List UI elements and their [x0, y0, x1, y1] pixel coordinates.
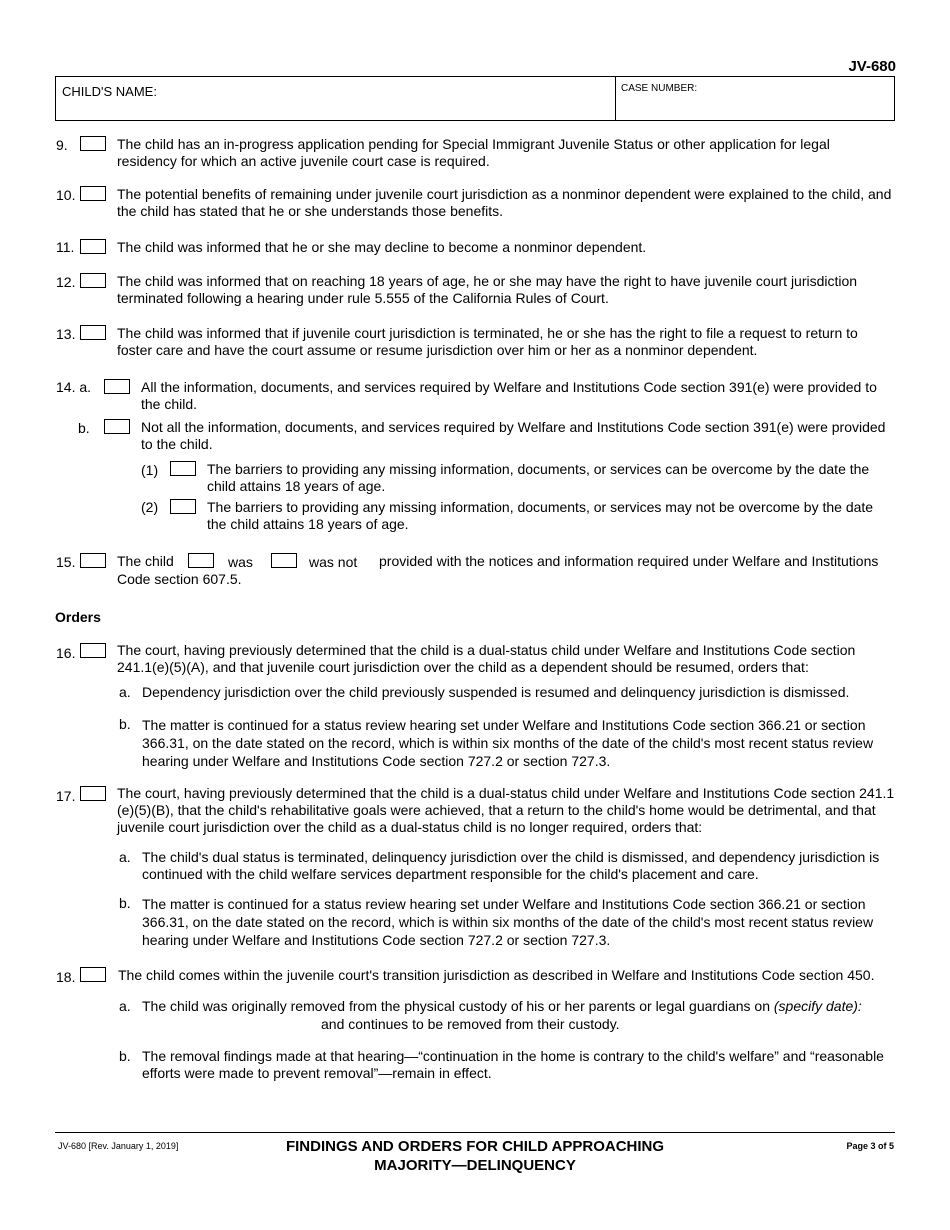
item-15-was-label: was	[228, 554, 253, 570]
item-16-checkbox[interactable]	[80, 643, 106, 658]
item-15-lead: The child	[117, 553, 174, 569]
child-name-field[interactable]: CHILD'S NAME:	[62, 84, 157, 99]
orders-heading: Orders	[55, 609, 101, 625]
item-17a-label: a.	[119, 849, 131, 865]
item-18b-label: b.	[119, 1048, 131, 1064]
item-10-checkbox[interactable]	[80, 186, 106, 201]
item-12-text: The child was informed that on reaching 18 years of age, he or she may have the right to have juvenile court jurisdiction terminated following a hearing under rule 5.555 of the California Rules of Court.	[117, 273, 858, 306]
item-17-text: The court, having previously determined that the child is a dual-status child under Welfare and Institutions Code section 241.1 (e)(5)(B), that the child's rehabilitative goals were achieved, that a return to the child's home would be detrimental, and that juvenile court jurisdiction over the child as a dual-status child is no longer required, orders that:	[117, 785, 895, 835]
item-18-checkbox[interactable]	[80, 967, 106, 982]
case-number-field[interactable]: CASE NUMBER:	[621, 83, 698, 94]
item-18a-text	[142, 998, 862, 1015]
item-14-number: 14. a.	[56, 379, 92, 395]
item-15-was-not-label: was not	[309, 554, 358, 570]
item-15-was-checkbox[interactable]	[188, 553, 214, 568]
item-17b-text: The matter is continued for a status review hearing set under Welfare and Institutions Code section 366.21 or section 366.31, on the date stated on the record, which is within six months of the date of the child's most recent status review hearing under Welfare and Institutions Code section 727.2 or section 727.3.	[142, 896, 874, 948]
item-15-rest: provided with the notices and information required under Welfare and Institutions	[379, 553, 879, 569]
item-14b-sub1-label: (1)	[141, 462, 159, 478]
item-18a-specify-date: (specify date):	[773, 998, 862, 1014]
item-12-number: 12.	[56, 274, 76, 290]
item-14b-sub2-label: (2)	[141, 499, 159, 515]
item-18a-line2: and continues to be removed from their custody.	[321, 1016, 620, 1032]
item-14a-checkbox[interactable]	[104, 379, 130, 394]
item-16-number: 16.	[56, 645, 76, 661]
form-id: JV-680	[848, 58, 896, 75]
item-14b-checkbox[interactable]	[104, 419, 130, 434]
item-14b-sub2-checkbox[interactable]	[170, 499, 196, 514]
footer-revision: JV-680 [Rev. January 1, 2019]	[58, 1141, 179, 1151]
item-16-text: The court, having previously determined that the child is a dual-status child under Welfare and Institutions Code section 241.1(e)(5)(A), and that juvenile court jurisdiction over the child as a dependent should be resumed, orders that:	[117, 642, 856, 675]
item-9-text: The child has an in-progress application pending for Special Immigrant Juvenile Status or other application for legal residency for which an active juvenile court case is required.	[117, 136, 830, 169]
item-14b-sub1-text: The barriers to providing any missing information, documents, or services can be overcome by the date the child attains 18 years of age.	[207, 461, 870, 494]
item-17-checkbox[interactable]	[80, 786, 106, 801]
header-divider	[615, 77, 616, 120]
header-box	[55, 76, 895, 121]
footer-title-line2: MAJORITY—DELINQUENCY	[374, 1157, 576, 1174]
item-15-checkbox[interactable]	[80, 553, 106, 568]
item-15-number: 15.	[56, 554, 76, 570]
item-10-number: 10.	[56, 187, 76, 203]
footer-divider	[55, 1132, 895, 1133]
item-17b-label: b.	[119, 895, 131, 911]
item-18-text: The child comes within the juvenile court's transition jurisdiction as described in Welfare and Institutions Code section 450.	[118, 967, 875, 983]
item-11-checkbox[interactable]	[80, 239, 106, 254]
footer-page-number: Page 3 of 5	[846, 1141, 894, 1151]
footer-title-line1: FINDINGS AND ORDERS FOR CHILD APPROACHING	[285, 1138, 665, 1155]
item-16b-label: b.	[119, 716, 131, 732]
item-14b-text: Not all the information, documents, and services required by Welfare and Institutions Code section 391(e) were provided to the child.	[141, 419, 886, 452]
item-15-was-not-checkbox[interactable]	[271, 553, 297, 568]
item-18-number: 18.	[56, 969, 76, 985]
item-14b-sub1-checkbox[interactable]	[170, 461, 196, 476]
item-18b-text: The removal findings made at that hearing—“continuation in the home is contrary to the child's welfare” and “reasonable efforts were made to prevent removal”—remain in effect.	[142, 1048, 884, 1081]
item-18a-text-main: The child was originally removed from the physical custody of his or her parents or legal guardians on	[142, 998, 770, 1014]
item-9-number: 9.	[56, 137, 68, 153]
item-17-number: 17.	[56, 788, 76, 804]
item-17a-text: The child's dual status is terminated, delinquency jurisdiction over the child is dismissed, and dependency jurisdiction is continued with the child welfare services department responsible for the child's placement and care.	[142, 849, 880, 882]
item-9-checkbox[interactable]	[80, 136, 106, 151]
item-18a-label: a.	[119, 998, 131, 1014]
item-16a-label: a.	[119, 684, 131, 700]
item-16b-text: The matter is continued for a status review hearing set under Welfare and Institutions Code section 366.21 or section 366.31, on the date stated on the record, which is within six months of the date of the child's most recent status review hearing under Welfare and Institutions Code section 727.2 or section 727.3.	[142, 717, 874, 769]
item-14b-sub2-text: The barriers to providing any missing information, documents, or services may not be overcome by the date the child attains 18 years of age.	[207, 499, 874, 532]
item-14a-text: All the information, documents, and services required by Welfare and Institutions Code section 391(e) were provided to the child.	[141, 379, 877, 412]
item-12-checkbox[interactable]	[80, 273, 106, 288]
footer-title	[250, 1137, 700, 1175]
item-10-text: The potential benefits of remaining under juvenile court jurisdiction as a nonminor dependent were explained to the child, and the child has stated that he or she understands those benefits.	[117, 186, 892, 219]
item-14b-label: b.	[78, 420, 90, 436]
item-13-checkbox[interactable]	[80, 325, 106, 340]
item-15-line2: Code section 607.5.	[117, 571, 242, 587]
item-13-text: The child was informed that if juvenile court jurisdiction is terminated, he or she has the right to file a request to return to foster care and have the court assume or resume jurisdiction over him or her as a nonminor dependent.	[117, 325, 858, 358]
item-16a-text: Dependency jurisdiction over the child previously suspended is resumed and delinquency jurisdiction is dismissed.	[142, 684, 850, 700]
item-11-text: The child was informed that he or she may decline to become a nonminor dependent.	[117, 239, 647, 255]
item-11-number: 11.	[56, 239, 75, 255]
item-13-number: 13.	[56, 326, 76, 342]
